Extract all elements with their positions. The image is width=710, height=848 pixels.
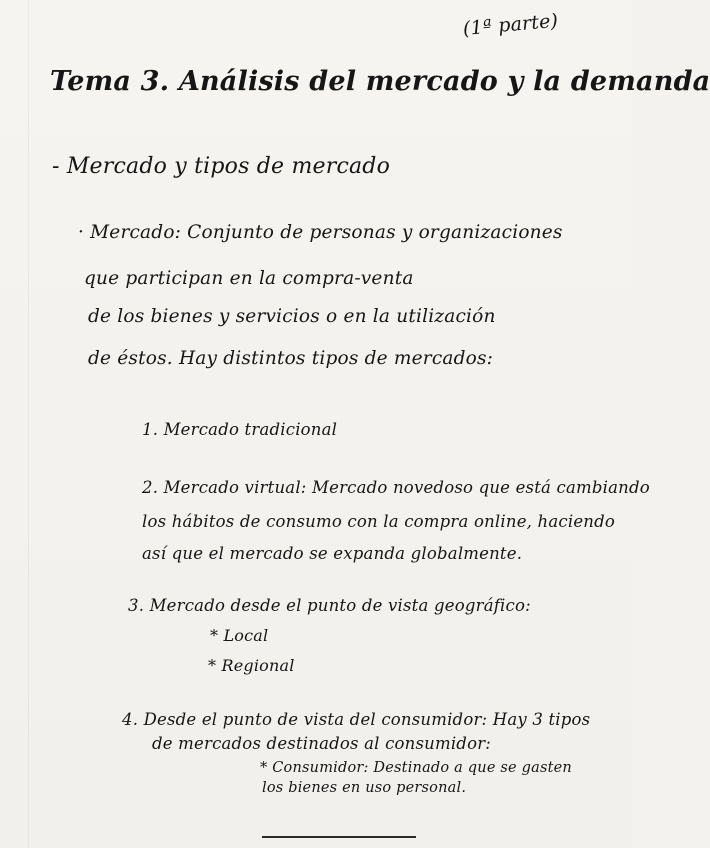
list-item-3: 3. Mercado desde el punto de vista geográfico: xyxy=(128,596,531,615)
sub-item-regional: * Regional xyxy=(208,656,295,675)
list-item-1: 1. Mercado tradicional xyxy=(142,420,338,439)
sub-item-local: * Local xyxy=(210,626,269,645)
paragraph-line: de éstos. Hay distintos tipos de mercados: xyxy=(88,348,494,369)
page-title: Tema 3. Análisis del mercado y la demanda xyxy=(50,66,710,97)
page-margin xyxy=(28,0,29,848)
list-item-2-line: los hábitos de consumo con la compra online, haciendo xyxy=(142,512,616,531)
sub-item-consumidor-line: * Consumidor: Destinado a que se gasten xyxy=(260,760,572,776)
part-label: (1ª parte) xyxy=(462,9,560,40)
paragraph-line: que participan en la compra-venta xyxy=(84,268,414,289)
sub-item-consumidor-line: los bienes en uso personal. xyxy=(262,780,467,796)
list-item-2-line: 2. Mercado virtual: Mercado novedoso que está cambiando xyxy=(142,478,650,497)
list-item-2-line: así que el mercado se expanda globalmente. xyxy=(142,544,523,563)
paragraph-line: de los bienes y servicios o en la utilización xyxy=(88,306,496,327)
bottom-rule xyxy=(262,836,416,838)
section-heading: - Mercado y tipos de mercado xyxy=(52,154,391,179)
list-item-4-line: de mercados destinados al consumidor: xyxy=(152,734,492,753)
paragraph-line: · Mercado: Conjunto de personas y organizaciones xyxy=(78,222,563,243)
list-item-4-line: 4. Desde el punto de vista del consumidor: Hay 3 tipos xyxy=(122,710,591,729)
